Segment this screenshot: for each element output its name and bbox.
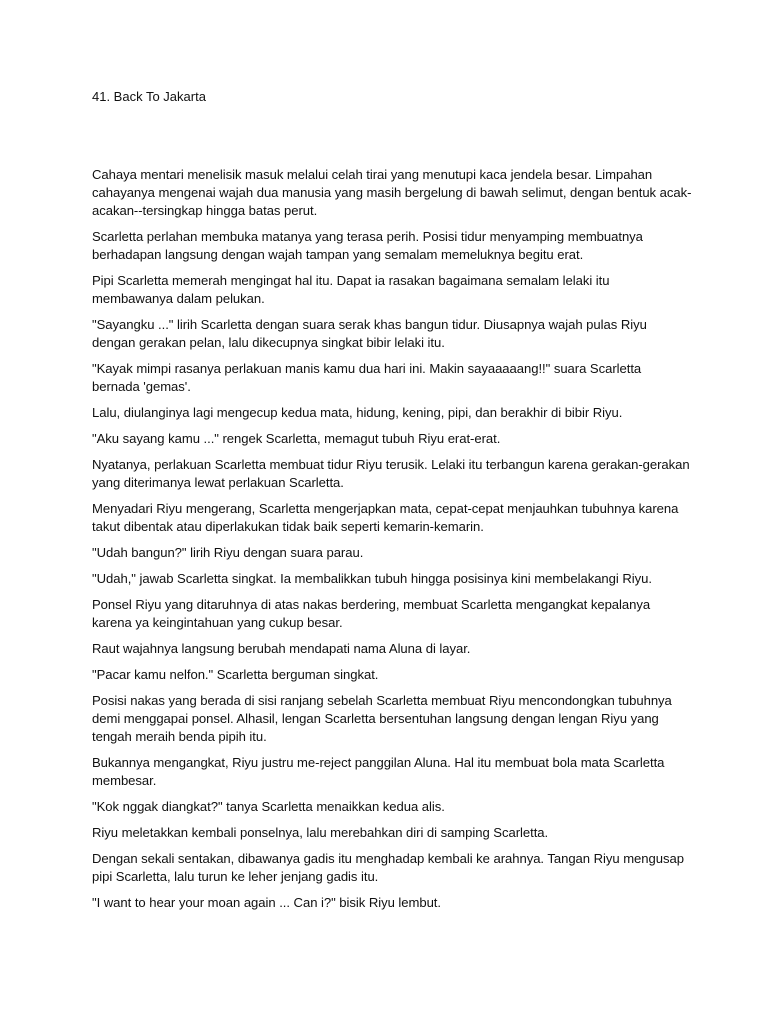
paragraph: Bukannya mengangkat, Riyu justru me-reject panggilan Aluna. Hal itu membuat bola mata Scarletta membesar. — [92, 755, 665, 788]
paragraph: Nyatanya, perlakuan Scarletta membuat tidur Riyu terusik. Lelaki itu terbangun karena gerakan-gerakan yang diterimanya lewat perlakuan Scarletta. — [92, 457, 690, 490]
paragraph: Scarletta perlahan membuka matanya yang terasa perih. Posisi tidur menyamping membuatnya berhadapan langsung dengan wajah tampan yang semalam memeluknya begitu erat. — [92, 229, 643, 262]
paragraph: "Aku sayang kamu ..." rengek Scarletta, memagut tubuh Riyu erat-erat. — [92, 431, 501, 446]
paragraph: "Kayak mimpi rasanya perlakuan manis kamu dua hari ini. Makin sayaaaaang!!" suara Scarletta bernada 'gemas'. — [92, 361, 642, 394]
paragraph: Cahaya mentari menelisik masuk melalui celah tirai yang menutupi kaca jendela besar. Limpahan cahayanya mengenai wajah dua manusia yang masih bergelung di bawah selimut, dengan bentuk acak-acakan--tersingkap hingga batas perut. — [92, 167, 692, 218]
paragraph: "Pacar kamu nelfon." Scarletta berguman singkat. — [92, 667, 379, 682]
paragraph: Pipi Scarletta memerah mengingat hal itu. Dapat ia rasakan bagaimana semalam lelaki itu membawanya dalam pelukan. — [92, 273, 610, 306]
paragraph: Dengan sekali sentakan, dibawanya gadis itu menghadap kembali ke arahnya. Tangan Riyu mengusap pipi Scarletta, lalu turun ke leher jenjang gadis itu. — [92, 851, 684, 884]
paragraph: "Sayangku ..." lirih Scarletta dengan suara serak khas bangun tidur. Diusapnya wajah pulas Riyu dengan gerakan pelan, lalu dikecupnya singkat bibir lelaki itu. — [92, 317, 647, 350]
paragraph: "Udah bangun?" lirih Riyu dengan suara parau. — [92, 545, 364, 560]
paragraph: Riyu meletakkan kembali ponselnya, lalu merebahkan diri di samping Scarletta. — [92, 825, 549, 840]
paragraph: "Udah," jawab Scarletta singkat. Ia membalikkan tubuh hingga posisinya kini membelakangi Riyu. — [92, 571, 652, 586]
paragraph: Raut wajahnya langsung berubah mendapati nama Aluna di layar. — [92, 641, 471, 656]
paragraph: Menyadari Riyu mengerang, Scarletta mengerjapkan mata, cepat-cepat menjauhkan tubuhnya karena takut dibentak atau diperlakukan tidak baik seperti kemarin-kemarin. — [92, 501, 679, 534]
chapter-body — [92, 166, 692, 920]
paragraph: Posisi nakas yang berada di sisi ranjang sebelah Scarletta membuat Riyu mencondongkan tubuhnya demi menggapai ponsel. Alhasil, lengan Scarletta bersentuhan langsung dengan lengan Riyu yang tengah meraih benda pipih itu. — [92, 693, 672, 744]
paragraph: Ponsel Riyu yang ditaruhnya di atas nakas berdering, membuat Scarletta mengangkat kepalanya karena ya keingintahuan yang cukup besar. — [92, 597, 651, 630]
paragraph: "I want to hear your moan again ... Can i?" bisik Riyu lembut. — [92, 895, 441, 910]
chapter-title: 41. Back To Jakarta — [92, 89, 206, 104]
paragraph: "Kok nggak diangkat?" tanya Scarletta menaikkan kedua alis. — [92, 799, 445, 814]
paragraph: Lalu, diulanginya lagi mengecup kedua mata, hidung, kening, pipi, dan berakhir di bibir Riyu. — [92, 405, 623, 420]
